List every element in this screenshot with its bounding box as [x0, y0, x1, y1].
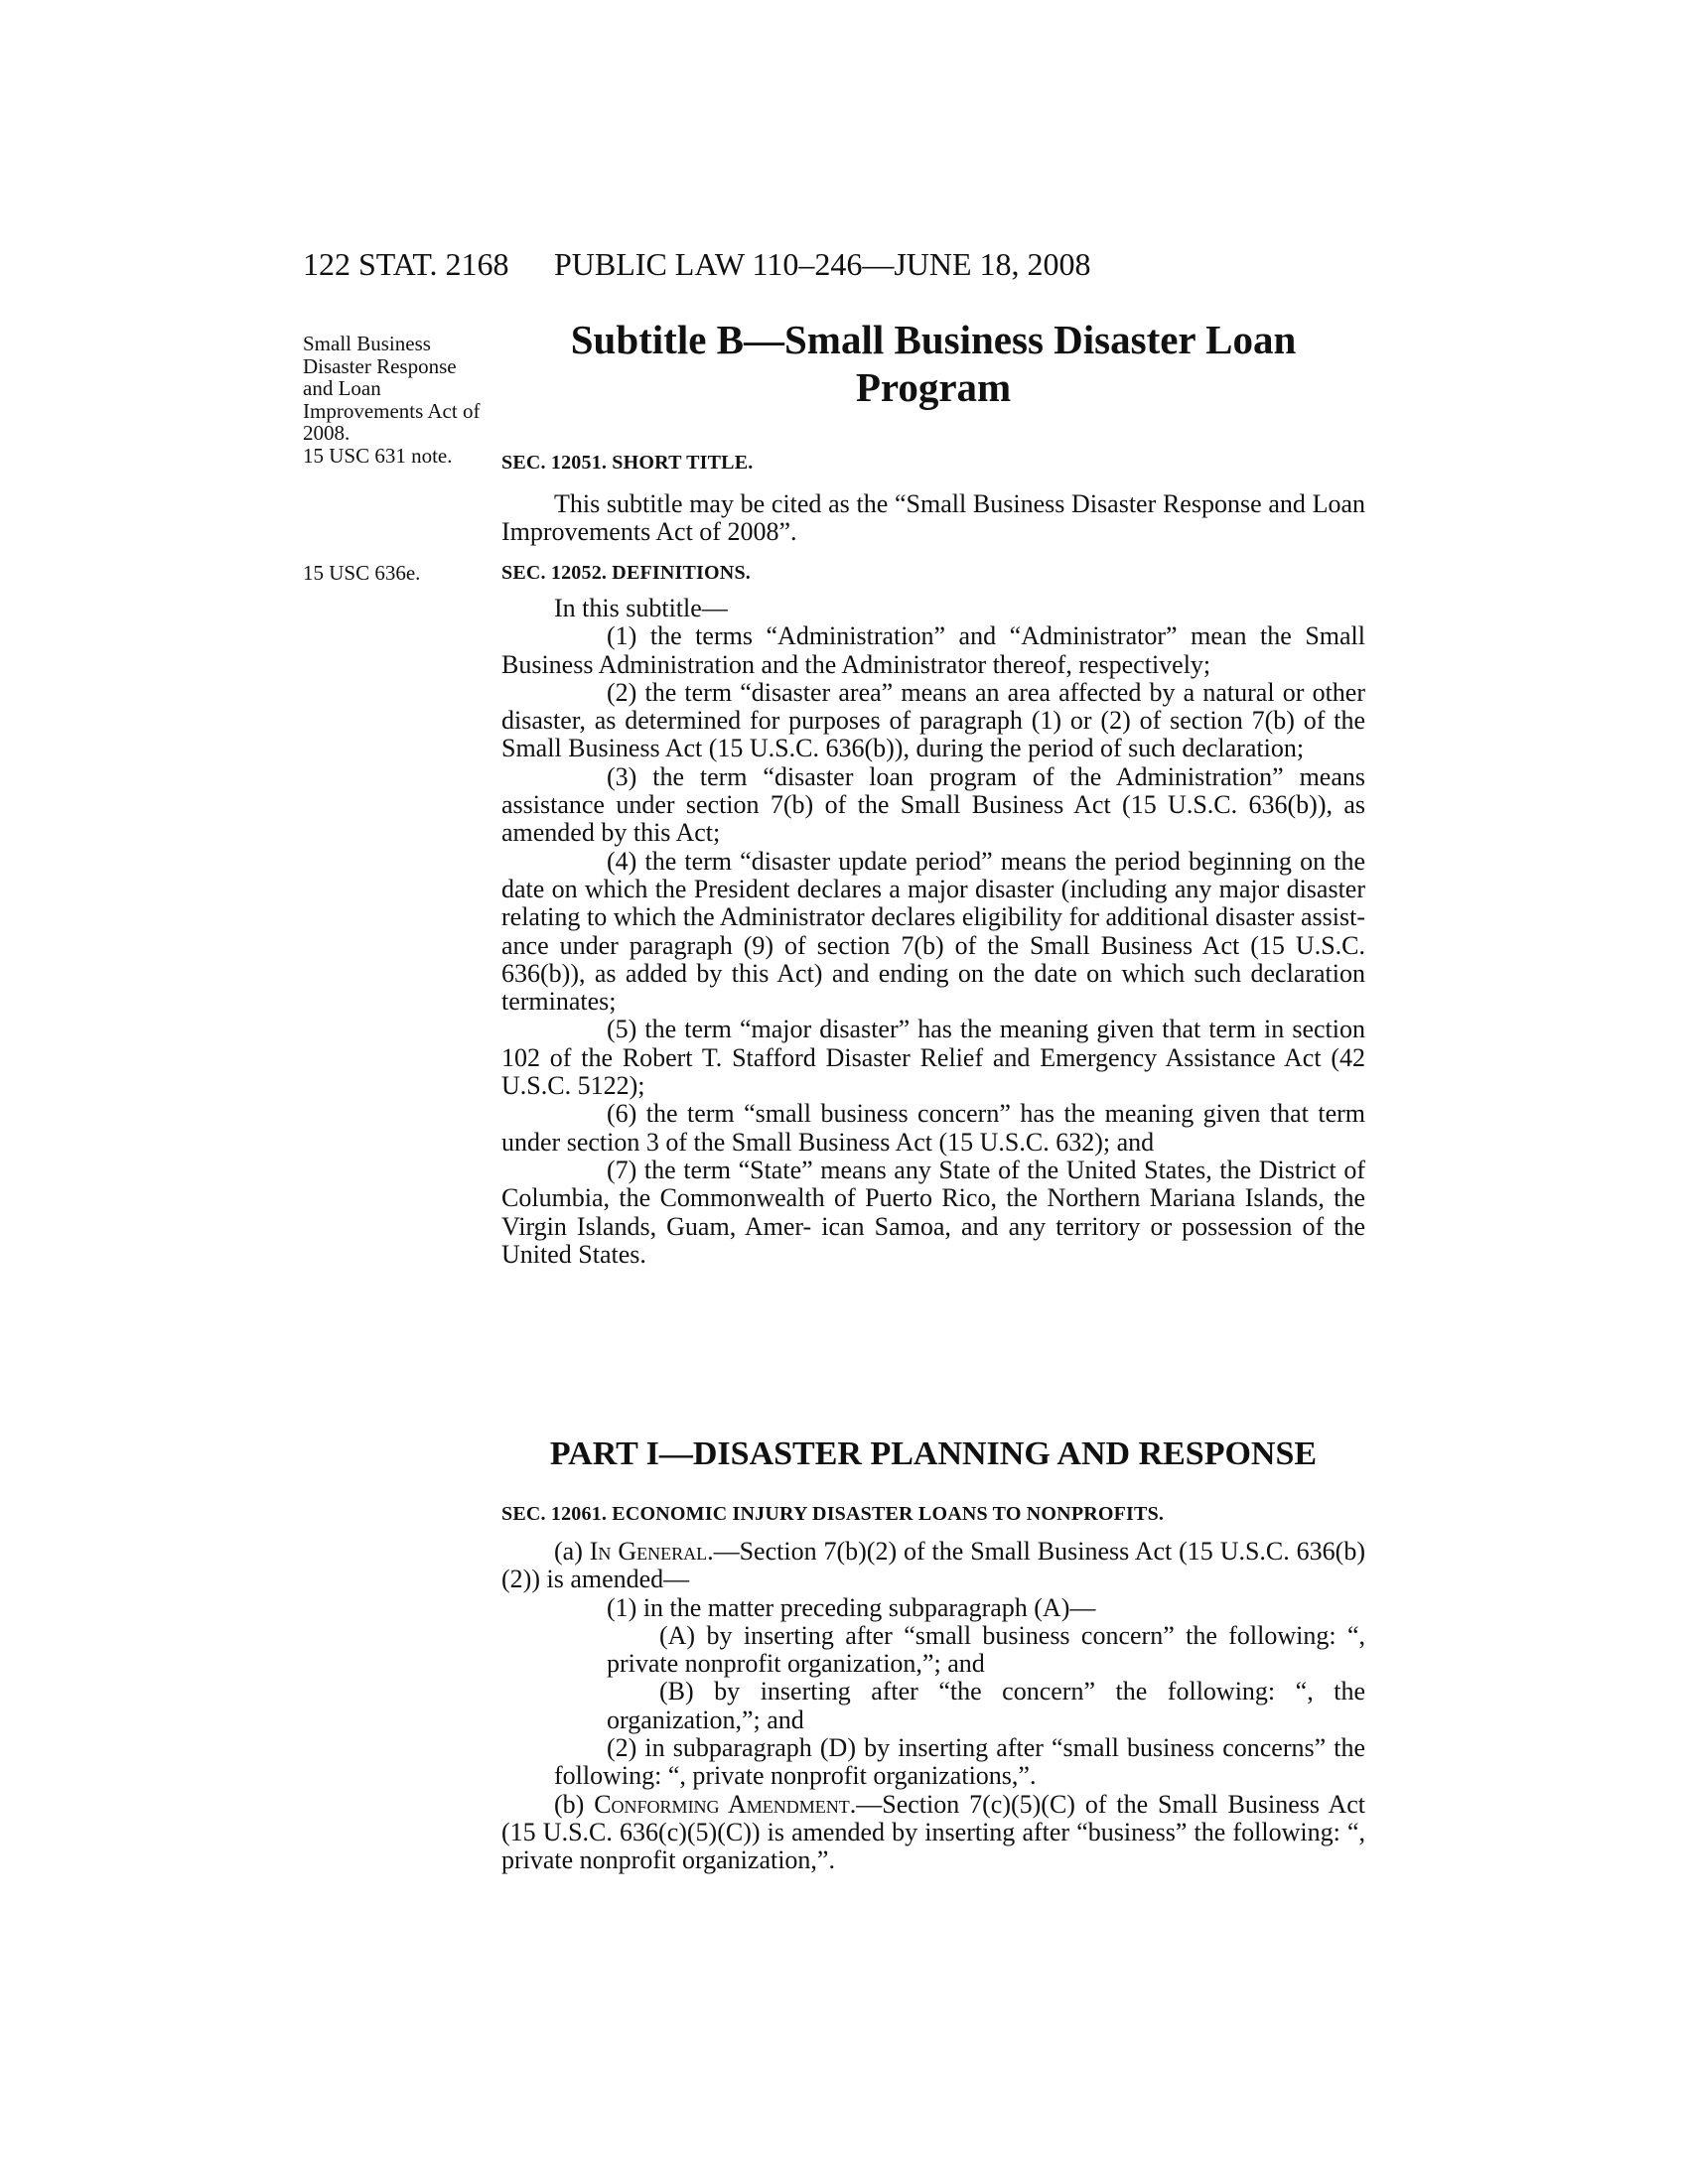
definition-item: (3) the term “disaster loan program of the Administration” means assistance under section 7(b) of the Small Business Act (15 U.S.C. 636(b)), as amended by this Act; — [501, 761, 1365, 848]
subtitle-heading-line2: Program — [855, 364, 1012, 410]
definition-item: (2) the term “disaster area” means an area affected by a natural or other disaster, as determined for purposes of paragraph (1) or (2) of section 7(b) of the Small Business Act (15 U.S.C. 636(b)), during the period of such declaration; — [501, 677, 1365, 763]
section-12052 — [501, 562, 1365, 1269]
section-12051-text: This subtitle may be cited as the “Small Business Disaster Response and Loan Improvements Act of 2008”. — [501, 489, 1365, 547]
subsection-a-label: (a) — [554, 1537, 590, 1566]
subsection-b-caption: Conforming Amendment — [594, 1789, 850, 1819]
subsection-b-label: (b) — [554, 1789, 595, 1819]
definition-item: (4) the term “disaster update period” means the period beginning on the date on which the President declares a major disaster (including any major disaster relating to which the Administrator declares eligibility for additional disaster assist- ance under paragraph (9) of section 7(b) of the Small Business Act (15 U.S.C. 636(b)), as added by this Act) and ending on the date on which such declaration terminates; — [501, 846, 1365, 1017]
subsection-b-text: .—Section 7(c)(5)(C) of the Small Business Act (15 U.S.C. 636(c)(5)(C)) is amended by inserting after “business” the following: “, private nonprofit organization,”. — [501, 1789, 1365, 1875]
subsection-a-caption: In General — [589, 1537, 708, 1566]
margin-note-act-name: Small Business Disaster Response and Loan Improvements Act of 2008. — [303, 332, 481, 445]
margin-note-definitions: 15 USC 636e. — [303, 561, 421, 585]
subparagraph-a1B: (B) by inserting after “the concern” the following: “, the organization,”; and — [607, 1677, 1365, 1734]
subtitle-heading-line1: Subtitle B—Small Business Disaster Loan — [570, 317, 1297, 362]
subparagraph-a1A: (A) by inserting after “small business concern” the following: “, private nonprofit organization,”; and — [607, 1620, 1365, 1679]
definition-item: (6) the term “small business concern” has the meaning given that term under section 3 of the Small Business Act (15 U.S.C. 632); and — [501, 1099, 1365, 1157]
section-12051 — [501, 452, 1365, 547]
subsection-a — [501, 1538, 1365, 1594]
subsection-b — [501, 1791, 1365, 1875]
section-12051-heading: SEC. 12051. SHORT TITLE. — [501, 452, 754, 474]
stat-page-number: 122 STAT. 2168 — [303, 246, 509, 282]
definition-item: (7) the term “State” means any State of the United States, the District of Columbia, the Commonwealth of Puerto Rico, the Northern Mariana Islands, the Virgin Islands, Guam, Amer- ican Samoa, and any territory or possession of the United States. — [501, 1155, 1365, 1269]
definition-item: (1) the terms “Administration” and “Administrator” mean the Small Business Administration and the Administrator thereof, respectively; — [501, 621, 1365, 679]
paragraph-a1: (1) in the matter preceding subparagraph (A)— — [607, 1592, 1096, 1622]
margin-note-usc-cite: 15 USC 631 note. — [303, 443, 453, 468]
section-12061 — [501, 1503, 1365, 1875]
public-law-header: PUBLIC LAW 110–246—JUNE 18, 2008 — [554, 246, 1091, 282]
subtitle-heading — [501, 316, 1365, 411]
subsection-a-text: .—Section 7(b)(2) of the Small Business Act (15 U.S.C. 636(b)(2)) is amended— — [501, 1537, 1365, 1594]
section-12061-heading: SEC. 12061. ECONOMIC INJURY DISASTER LOANS TO NONPROFITS. — [501, 1503, 1165, 1525]
paragraph-a2: (2) in subparagraph (D) by inserting after “small business concerns” the following: “, private nonprofit organizations,”. — [554, 1733, 1365, 1791]
part-1-heading: PART I—DISASTER PLANNING AND RESPONSE — [549, 1435, 1318, 1472]
section-12052-intro: In this subtitle— — [554, 594, 728, 622]
section-12052-heading: SEC. 12052. DEFINITIONS. — [501, 562, 751, 584]
definition-item: (5) the term “major disaster” has the meaning given that term in section 102 of the Robert T. Stafford Disaster Relief and Emergency Assistance Act (42 U.S.C. 5122); — [501, 1015, 1365, 1101]
margin-note-short-title — [303, 333, 492, 467]
